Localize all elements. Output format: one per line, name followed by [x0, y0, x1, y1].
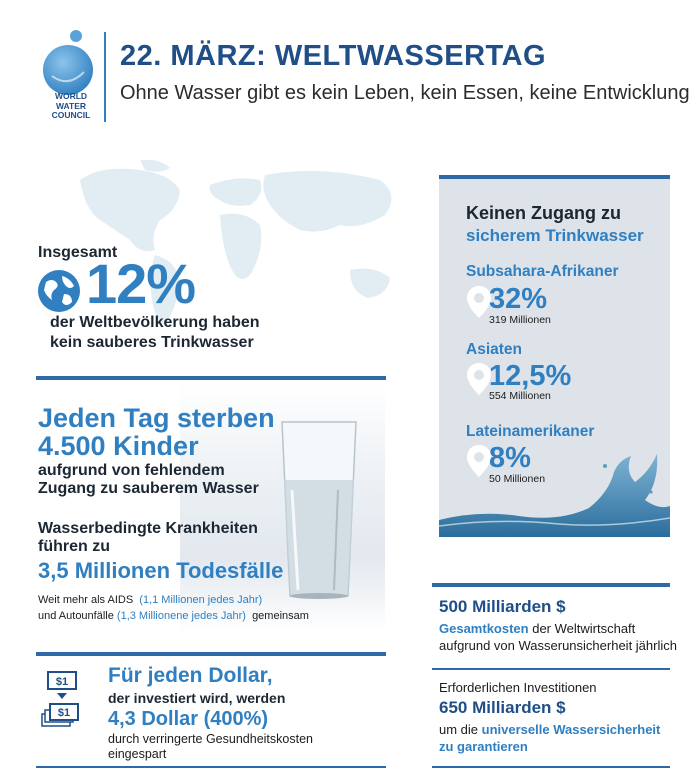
region-percent: 8% [489, 442, 531, 474]
children-subtext: aufgrund von fehlendem Zugang zu sauberem Wasser [38, 462, 259, 497]
investment-description: um die universelle Wassersicherheit zu garantieren [439, 722, 661, 754]
total-cost-description: Gesamtkosten der Weltwirtschaft aufgrund von Wasserunsicherheit jährlich [439, 621, 677, 653]
children-headline: Jeden Tag sterben 4.500 Kinder [38, 403, 275, 461]
panel-subtitle: sicherem Trinkwasser [466, 226, 644, 245]
stat-global-value: 12% [86, 252, 196, 315]
divider [432, 766, 670, 768]
logo-text: WORLD WATER COUNCIL [51, 91, 91, 120]
divider [36, 766, 386, 768]
divider [36, 652, 386, 656]
investment-amount: 650 Milliarden $ [439, 698, 566, 717]
dollar-headline: Für jeden Dollar, [108, 664, 273, 687]
globe-icon [36, 268, 82, 314]
region-name: Asiaten [466, 341, 522, 358]
divider [432, 583, 670, 587]
region-count: 319 Millionen [489, 314, 551, 326]
region-count: 50 Millionen [489, 473, 546, 485]
dollar-icon-label: $1 [57, 707, 71, 719]
investment-label: Erforderlichen Investitionen [439, 680, 597, 695]
page-title: 22. MÄRZ: WELTWASSERTAG [120, 40, 547, 72]
region-name: Subsahara-Afrikaner [466, 263, 619, 280]
region-count: 554 Millionen [489, 390, 551, 402]
dollar-subline: der investiert wird, werden [108, 690, 286, 706]
header-divider [104, 32, 106, 122]
region-percent: 12,5% [489, 360, 572, 392]
diseases-intro: Wasserbedingte Krankheiten führen zu [38, 520, 258, 555]
panel-top-border [439, 175, 670, 179]
stat-global-prefix: Insgesamt [38, 244, 118, 261]
dollar-savings-text: durch verringerte Gesundheitskosten eingespart [108, 732, 313, 761]
total-cost-amount: 500 Milliarden $ [439, 597, 566, 616]
deaths-comparison: Weit mehr als AIDS (1,1 Millionen jedes Jahr) und Autounfälle (1,3 Millionene jedes Jahr) gemeinsam [38, 594, 309, 622]
stat-global-description: der Weltbevölkerung haben kein sauberes Trinkwasser [50, 314, 260, 351]
panel-title: Keinen Zugang zu [466, 203, 621, 223]
dollar-return: 4,3 Dollar (400%) [108, 708, 269, 730]
dollar-bills-icon [40, 670, 82, 728]
page-subtitle: Ohne Wasser gibt es kein Leben, kein Essen, keine Entwicklung [120, 82, 690, 104]
region-name: Lateinamerikaner [466, 423, 595, 440]
region-percent: 32% [489, 283, 548, 315]
deaths-stat: 3,5 Millionen Todesfälle [38, 558, 284, 583]
divider [432, 668, 670, 670]
dollar-icon-label: $1 [55, 676, 69, 688]
divider [36, 376, 386, 380]
